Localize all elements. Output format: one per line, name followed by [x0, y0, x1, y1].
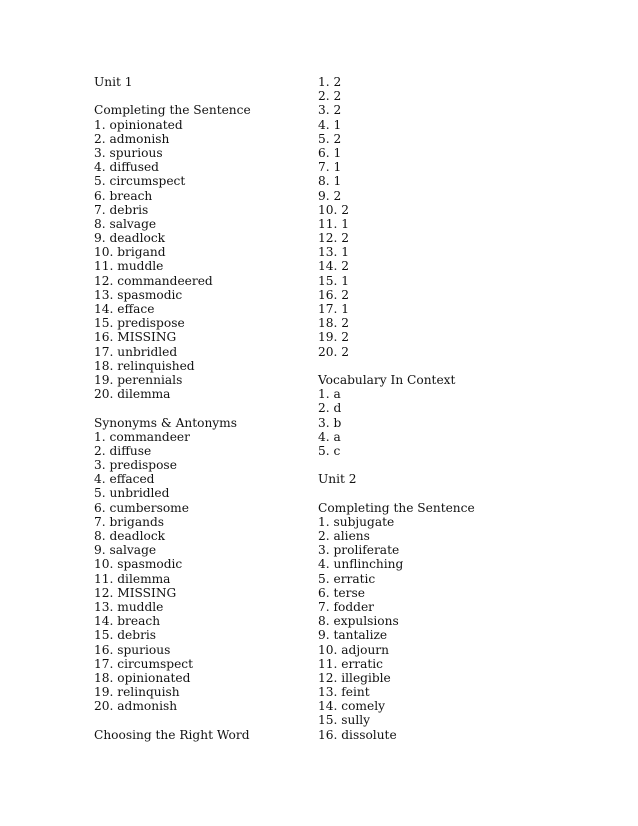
left-column-line-46: Choosing the Right Word	[94, 727, 250, 742]
left-column-line-14: 12. commandeered	[94, 273, 213, 288]
right-column-line-12: 13. 1	[318, 245, 350, 260]
left-column-line-7: 5. circumspect	[94, 174, 186, 189]
right-column-line-24: 3. b	[318, 415, 342, 430]
right-column-line-17: 18. 2	[318, 316, 350, 331]
left-column-line-37: 13. muddle	[94, 599, 164, 614]
left-column-line-8: 6. breach	[94, 188, 153, 203]
right-column-line-42: 12. illegible	[318, 670, 391, 685]
left-column-line-28: 4. effaced	[94, 472, 155, 487]
right-column	[318, 75, 548, 742]
left-column	[94, 75, 304, 742]
left-column-line-34: 10. spasmodic	[94, 557, 183, 572]
right-column-line-32: 2. aliens	[318, 529, 370, 543]
left-column-line-33: 9. salvage	[94, 543, 157, 558]
left-column-line-12: 10. brigand	[94, 245, 166, 260]
left-column-line-38: 14. breach	[94, 614, 161, 629]
left-column-line-21: 19. perennials	[94, 372, 183, 387]
right-column-line-27	[318, 458, 548, 472]
left-column-line-44: 20. admonish	[94, 699, 178, 714]
left-column-line-35: 11. dilemma	[94, 571, 171, 586]
right-column-line-0: 1. 2	[318, 75, 342, 89]
right-column-line-1: 2. 2	[318, 89, 342, 104]
right-column-line-18: 19. 2	[318, 330, 350, 345]
left-column-line-6: 4. diffused	[94, 160, 159, 175]
left-column-line-11: 9. deadlock	[94, 231, 166, 246]
right-column-line-25: 4. a	[318, 429, 341, 444]
right-column-line-35: 5. erratic	[318, 571, 376, 586]
right-column-line-33: 3. proliferate	[318, 543, 400, 558]
left-column-line-3: 1. opinionated	[94, 117, 183, 132]
right-column-line-8: 9. 2	[318, 188, 342, 203]
right-column-line-22: 1. a	[318, 387, 341, 402]
right-column-line-7: 8. 1	[318, 174, 342, 189]
left-column-line-9: 7. debris	[94, 202, 149, 217]
left-column-line-36: 12. MISSING	[94, 585, 177, 600]
right-column-line-29	[318, 486, 548, 500]
right-column-line-11: 12. 2	[318, 231, 350, 246]
right-column-line-13: 14. 2	[318, 259, 350, 274]
left-column-line-10: 8. salvage	[94, 216, 157, 231]
right-column-line-44: 14. comely	[318, 699, 385, 714]
right-column-line-46: 16. dissolute	[318, 727, 397, 742]
left-column-line-40: 16. spurious	[94, 642, 171, 657]
right-column-line-19: 20. 2	[318, 344, 350, 359]
left-column-line-41: 17. circumspect	[94, 656, 194, 671]
left-column-line-39: 15. debris	[94, 628, 157, 643]
left-column-line-29: 5. unbridled	[94, 486, 170, 501]
left-column-line-42: 18. opinionated	[94, 670, 191, 685]
left-column-line-2: Completing the Sentence	[94, 103, 251, 118]
left-column-line-45	[94, 713, 304, 727]
right-column-line-28: Unit 2	[318, 472, 357, 487]
right-column-line-6: 7. 1	[318, 160, 342, 175]
right-column-line-21: Vocabulary In Context	[318, 372, 456, 387]
left-column-line-26: 2. diffuse	[94, 443, 152, 458]
left-column-line-19: 17. unbridled	[94, 344, 178, 359]
left-column-line-27: 3. predispose	[94, 458, 177, 473]
left-column-line-17: 15. predispose	[94, 316, 185, 331]
left-column-line-24: Synonyms & Antonyms	[94, 415, 237, 430]
right-column-line-5: 6. 1	[318, 145, 342, 160]
left-column-line-4: 2. admonish	[94, 131, 170, 146]
right-column-line-23: 2. d	[318, 401, 342, 416]
left-column-line-23	[94, 401, 304, 415]
left-column-line-5: 3. spurious	[94, 145, 163, 160]
left-column-line-32: 8. deadlock	[94, 529, 166, 543]
right-column-line-36: 6. terse	[318, 585, 365, 600]
left-column-line-0: Unit 1	[94, 75, 133, 89]
left-column-line-25: 1. commandeer	[94, 429, 190, 444]
left-column-line-20: 18. relinquished	[94, 358, 195, 373]
left-column-line-13: 11. muddle	[94, 259, 164, 274]
right-column-line-41: 11. erratic	[318, 656, 384, 671]
right-column-line-31: 1. subjugate	[318, 514, 395, 529]
right-column-line-39: 9. tantalize	[318, 628, 388, 643]
left-column-line-18: 16. MISSING	[94, 330, 177, 345]
left-column-line-22: 20. dilemma	[94, 387, 171, 402]
right-column-line-40: 10. adjourn	[318, 642, 389, 657]
right-column-line-10: 11. 1	[318, 216, 350, 231]
right-column-line-26: 5. c	[318, 443, 341, 458]
right-column-line-20	[318, 359, 548, 373]
right-column-line-14: 15. 1	[318, 273, 350, 288]
right-column-line-38: 8. expulsions	[318, 614, 399, 629]
left-column-line-15: 13. spasmodic	[94, 287, 183, 302]
left-column-line-30: 6. cumbersome	[94, 500, 189, 515]
right-column-line-34: 4. unflinching	[318, 557, 404, 572]
right-column-line-16: 17. 1	[318, 302, 350, 316]
right-column-line-45: 15. sully	[318, 713, 371, 728]
right-column-line-3: 4. 1	[318, 117, 342, 132]
right-column-line-9: 10. 2	[318, 202, 350, 217]
left-column-line-43: 19. relinquish	[94, 685, 180, 700]
right-column-line-4: 5. 2	[318, 131, 342, 146]
left-column-line-31: 7. brigands	[94, 514, 165, 529]
left-column-line-16: 14. efface	[94, 302, 155, 316]
right-column-line-2: 3. 2	[318, 103, 342, 118]
right-column-line-37: 7. fodder	[318, 599, 374, 614]
right-column-line-30: Completing the Sentence	[318, 500, 475, 515]
left-column-line-1	[94, 89, 304, 103]
right-column-line-43: 13. feint	[318, 685, 370, 700]
right-column-line-15: 16. 2	[318, 287, 350, 302]
